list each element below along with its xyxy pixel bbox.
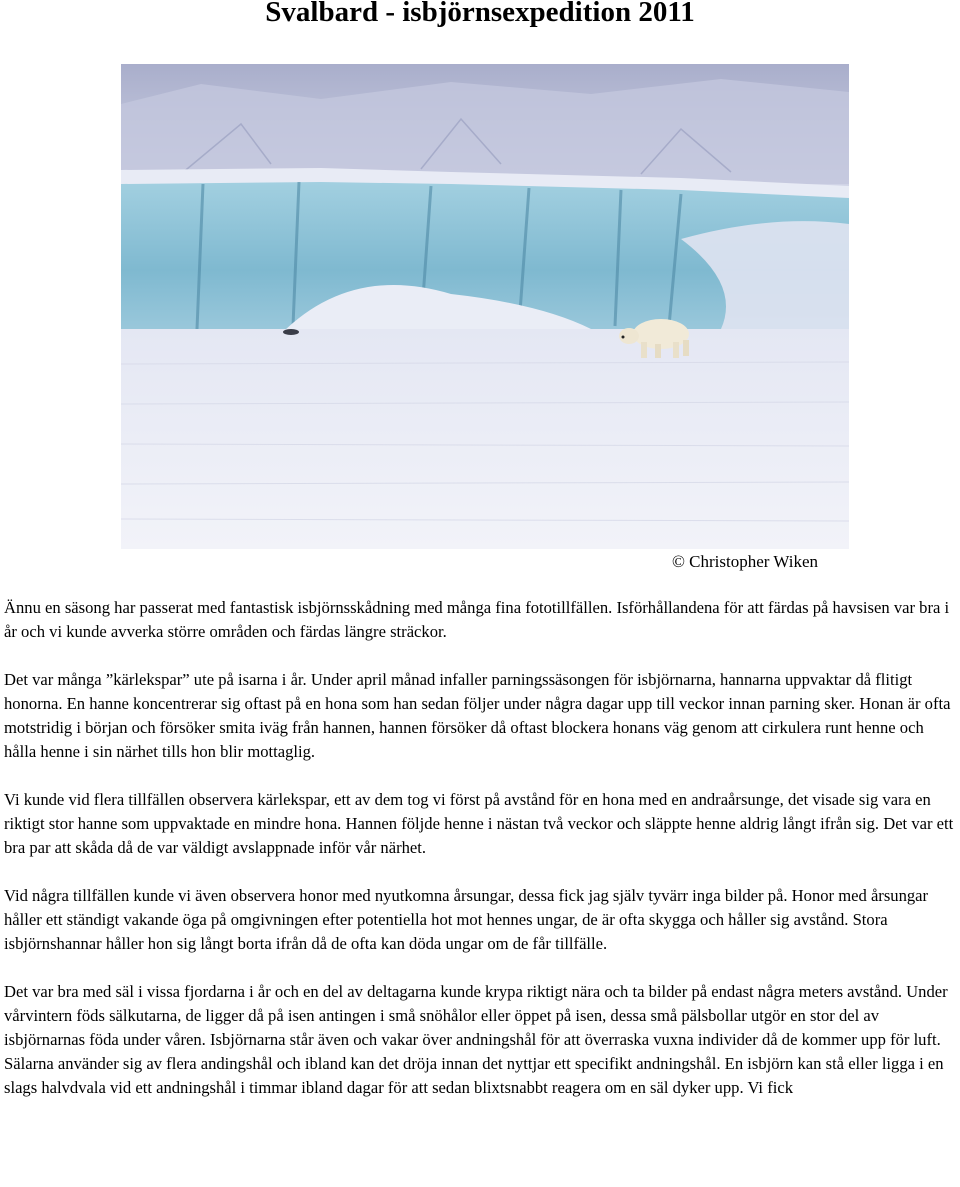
photo-seal: [283, 329, 299, 335]
paragraph-seals: Det var bra med säl i vissa fjordarna i år och en del av deltagarna kunde krypa riktigt nära och ta bilder på endast några meters avstånd. Under vårvintern föds sälkutarna, de ligger då på isen antingen i små snöhålor eller öppet på isen, dessa små pälsbollar utgör en stor del av isbjörnarnas föda under våren. Isbjörnarna står även och vakar över andningshål för att överraska vuxna individer då de kommer upp för luft. Sälarna använder sig av flera andingshål och ibland kan det dröja innan det nyttjar ett specifikt andningshål. En isbjörn kan stå eller ligga i en slags halvdvala vid ett andningshål i timmar ibland dagar för att sedan blixtsnabbt reagera om en säl dyker upp. Vi fick: [4, 982, 948, 1097]
photo-credit: [672, 551, 818, 573]
polar-bear-glacier-photo: [121, 64, 849, 549]
copyright-icon: ©: [672, 552, 685, 571]
paragraph-mating-season: Det var många ”kärlekspar” ute på isarna i år. Under april månad infaller parningssäsongen för isbjörnarna, hannarna uppvaktar då flitigt honorna. En hanne koncentrerar sig oftast på en hona som han sedan följer under några dagar upp till veckor innan parning sker. Honan är ofta motstridig i början och försöker smita iväg från hannen, hannen försöker då oftast blockera honans väg genom att cirkulera runt henne och hålla henne i sin närhet tills hon blir mottaglig.: [4, 670, 951, 761]
page-title: Svalbard - isbjörnsexpedition 2011: [265, 0, 695, 28]
paragraph-observed-pair: Vi kunde vid flera tillfällen observera kärlekspar, ett av dem tog vi först på avstånd för en hona med en andraårsunge, det visade sig vara en riktigt stor hanne som uppvaktade en mindre hona. Hannen följde henne i nästan två veckor och släppte henne aldrig långt ifrån sig. Det var ett bra par att skåda då de var väldigt avslappnade inför vår närhet.: [4, 790, 954, 857]
paragraph-females-cubs: Vid några tillfällen kunde vi även observera honor med nyutkomna årsungar, dessa fick jag själv tyvärr inga bilder på. Honor med årsungar håller ett ständigt vakande öga på omgivningen efter potentiella hot mot hennes ungar, de är ofta skygga och håller sig avstånd. Stora isbjörnshannar håller hon sig långt borta ifrån då de ofta kan döda ungar om de får tillfälle.: [4, 886, 929, 953]
photographer-name: Christopher Wiken: [689, 552, 819, 571]
article-body: [4, 596, 956, 1124]
paragraph-intro: Ännu en säsong har passerat med fantastisk isbjörnsskådning med många fina fototillfällen. Isförhållandena för att färdas på havsisen var bra i år och vi kunde avverka större områden och färdas längre sträckor.: [4, 598, 950, 641]
photo-mountain-ridges: [121, 79, 849, 184]
